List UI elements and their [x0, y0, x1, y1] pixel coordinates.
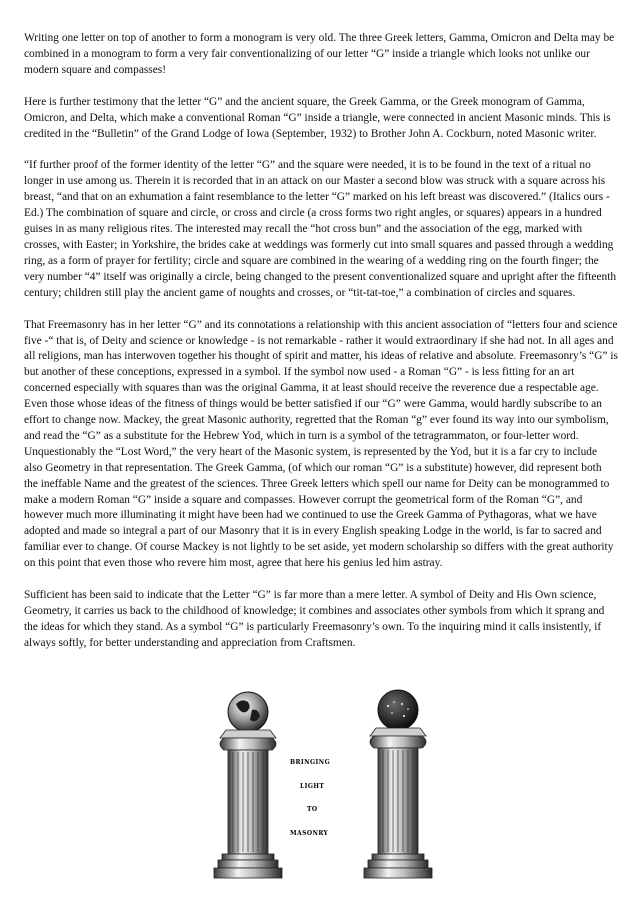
pillars-emblem — [24, 680, 618, 890]
motto-line-2: LIGHT — [300, 783, 325, 790]
right-pillar — [364, 690, 432, 878]
emblem-motto — [290, 759, 330, 837]
paragraph-ritual-quote: “If further proof of the former identity of the letter “G” and the square were needed, it is to be found in the text of a ritual no longer in use among us. Therein it is recorded that in an attack on our Master a second blow was struck with a square across his breast, “and that on an exhumation a faint resemblance to the letter “G” marked on his left breast was discovered.” (Italics ours - Ed.) The combination of square and circle, or cross and circle (a cross forms two right angles, or squares) appears in a hundred guises in as many religious rites. The interested may recall the “hot cross bun” and the association of the egg, marked with crosses, with Easter; in Yorkshire, the brides cake at weddings was formerly cut into small squares and passed through a wedding ring, as a form of prayer for fertility; circle and square are combined in the wearing of a wedding ring on the fourth finger; the very number “4” itself was originally a circle, being changed to the present conventionalized square and upright after the fifteenth century; children still play the ancient game of noughts and crosses, or “tit-tat-toe,” a combination of circles and squares. — [24, 159, 617, 299]
paragraph-monogram: Writing one letter on top of another to form a monogram is very old. The three Greek letters, Gamma, Omicron and Delta may be combined in a monogram to form a very fair conventionalizing of our letter “G” inside a triangle which looks not unlike our modern square and compasses! — [24, 32, 615, 76]
terrestrial-globe-icon — [228, 692, 268, 732]
left-pillar — [214, 692, 282, 878]
paragraph-freemasonry-g: That Freemasonry has in her letter “G” and its connotations a relationship with this ancient association of “letters four and science five -“ that is, of Deity and science or knowledge - is not remarkable - rather it would extraordinary if she had not. In all ages and all religions, man has interwoven together his thought of spirit and matter, his ideas of relative and absolute. Freemasonry’s “G” is but another of these conceptions, expressed in a symbol. If the symbol now used - a Roman “G” - is less fitting for an art concerned especially with squares than was the original Gamma, it at least should receive the reverence due a respectable age. Even those whose ideas of the fitness of things would be better satisfied if our “G” were Gamma, would hardly subscribe to an effort to change now. Mackey, the great Masonic authority, regretted that the Roman “g” ever found its way into our symbolism, and read the “G” as a substitute for the Hebrew Yod, which in turn is a symbol of the tetragrammaton, or four-letter word. Unquestionably the “Lost Word,” the very heart of the Masonic system, is represented by the Yod, but it is a far cry to include also Geometry in that representation. The Greek Gamma, (of which our roman “G” is a substitute) however, did represent both the ineffable Name and the greatest of the sciences. Three Greek letters which spell our name for Deity can be monogrammed to make a modern Roman “G” inside a square and compasses. However corrupt the geometrical form of the Roman “G”, and however much more illuminating it might have been had we continued to use the Greek Gamma of Pythagoras, what we have adopted and made so integral a part of our Masonry that it is in every English speaking Lodge in the world, is far to sacred and familiar ever to change. Of course Mackey is not lightly to be set aside, yet modern scholarship so differs with the great authority on this point that even those who revere him most, agree that here his genius led him astray. — [24, 318, 618, 570]
motto-line-1: BRINGING — [290, 759, 331, 766]
celestial-globe-icon — [378, 690, 418, 730]
pillars-illustration — [24, 680, 618, 890]
document-body — [24, 31, 618, 668]
motto-line-4: MASONRY — [290, 830, 329, 837]
paragraph-conclusion: Sufficient has been said to indicate that the Letter “G” is far more than a mere letter. A symbol of Deity and His Own science, Geometry, it carries us back to the childhood of knowledge; it combines and associates other symbols from which it sprang and the ideas for which they stand. As a symbol “G” is particularly Freemasonry’s own. To the inquiring mind it calls insistently, if always softly, for better understanding and appreciation from Craftsmen. — [24, 589, 605, 649]
paragraph-testimony: Here is further testimony that the letter “G” and the ancient square, the Greek Gamma, or the Greek monogram of Gamma, Omicron, and Delta, which make a conventional Roman “G” inside a triangle, were connected in ancient Masonic minds. This is credited in the “Bulletin” of the Grand Lodge of Iowa (September, 1932) to Brother John A. Cockburn, noted Masonic writer. — [24, 95, 611, 140]
motto-line-3: TO — [307, 806, 318, 813]
